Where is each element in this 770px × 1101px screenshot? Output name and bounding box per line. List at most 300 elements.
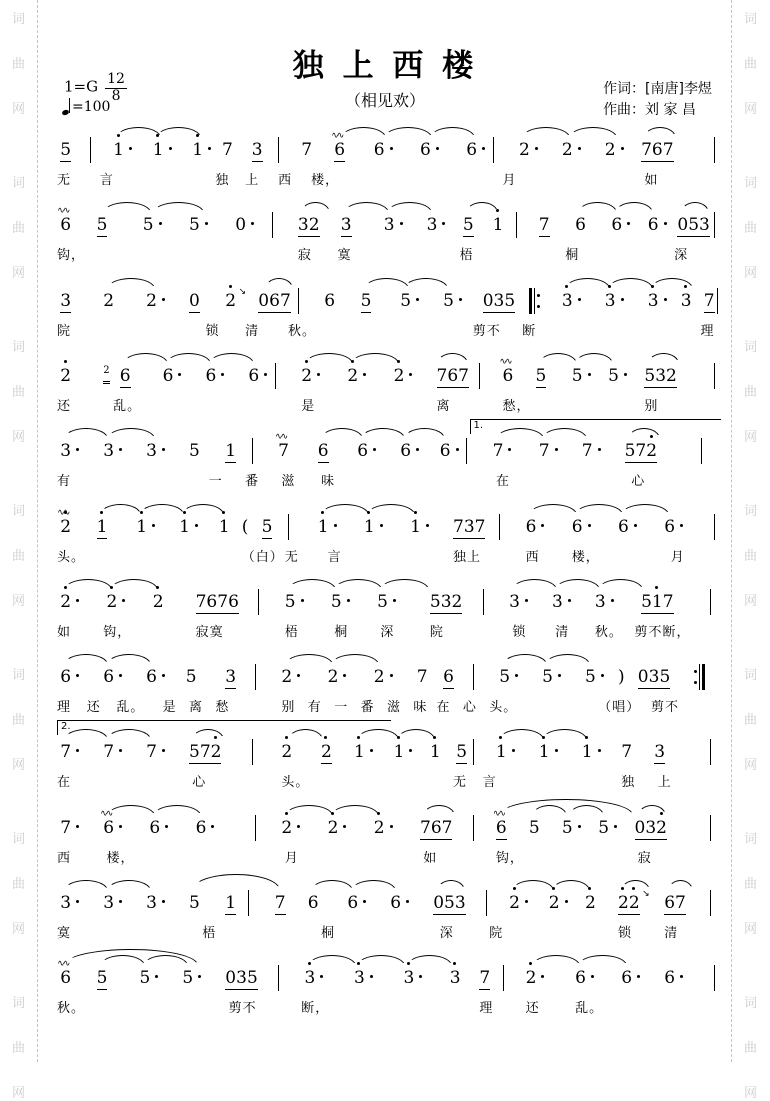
slur-arc: [110, 579, 158, 590]
lyric-syllable: 西: [525, 549, 540, 565]
lyric-syllable: 番: [245, 474, 260, 490]
note-token: 2: [374, 667, 393, 688]
watermark-text: 词: [12, 832, 26, 847]
dotted-note-dot: [119, 674, 122, 677]
watermark-text: 曲: [744, 57, 758, 72]
dotted-note-dot: [541, 975, 544, 978]
lyric-syllable: 无: [284, 549, 299, 565]
slur-arc: [107, 428, 155, 439]
music-system: [57, 421, 717, 496]
lyric-syllable: 在: [436, 700, 451, 716]
slur-arc: [344, 202, 389, 213]
note-token: 1: [364, 517, 383, 538]
note-token: 7: [493, 441, 512, 462]
slur-arc: [100, 504, 142, 515]
barline: [278, 137, 279, 163]
mordent-ornament-icon: ∿∿: [57, 206, 69, 217]
note-token: 2: [562, 140, 581, 161]
note-token: 7: [274, 893, 286, 913]
barline: [499, 514, 500, 540]
note-token: 6: [420, 140, 439, 161]
lyric-syllable: 西: [278, 173, 293, 188]
note-token: 3: [404, 968, 423, 989]
note-token: 5: [542, 667, 561, 688]
lyric-syllable: 头。: [57, 549, 86, 565]
note-token: 2: [60, 592, 79, 613]
watermark-text: 曲: [744, 221, 758, 236]
slur-arc: [542, 729, 587, 740]
lyric-syllable: 还: [525, 1001, 540, 1017]
watermark-text: 网: [744, 594, 758, 609]
note-token: 7: [703, 290, 715, 311]
slur-arc: [107, 805, 155, 816]
barline: [288, 514, 289, 540]
note-token: 1: [225, 893, 237, 913]
barline: [255, 664, 256, 690]
dotted-note-dot: [419, 975, 422, 978]
octave-dot: [222, 511, 225, 514]
lyric-syllable: 秋。: [57, 1001, 86, 1017]
slur-arc: [668, 880, 693, 891]
lyric-syllable: 理: [479, 1001, 494, 1017]
lyric-syllable: 寂: [637, 850, 652, 866]
credits: [603, 79, 712, 121]
note-token: 1: [496, 742, 515, 763]
watermark-text: 网: [12, 102, 26, 117]
lyric-syllable: 是: [162, 700, 177, 716]
lyric-syllable: 味: [413, 700, 428, 716]
note-token: 0: [235, 215, 254, 236]
dotted-note-dot: [680, 975, 683, 978]
octave-dot: [351, 360, 354, 363]
slur-arc: [555, 579, 600, 590]
slur-arc: [288, 579, 336, 590]
note-token: 7676: [195, 591, 239, 612]
note-token: 3: [654, 742, 666, 763]
note-token: 2: [605, 140, 624, 161]
note-token: 1: [582, 742, 601, 763]
note-token: 7: [621, 742, 633, 763]
slur-arc: [529, 504, 577, 515]
watermark-text: 词: [744, 176, 758, 191]
lyric-syllable: 独上: [453, 549, 482, 565]
note-token: 2 ∿∿: [60, 517, 71, 538]
glissando-icon: ↘: [238, 286, 247, 297]
slur-arc: [522, 127, 570, 138]
lyric-syllable: 断，: [301, 1001, 330, 1017]
music-system: [57, 572, 717, 647]
song-subtitle: （相见欢）: [344, 91, 425, 110]
octave-dot: [496, 209, 499, 212]
lyric-syllable: 愁，: [502, 398, 531, 414]
barline: [483, 589, 484, 615]
note-token: 6: [466, 140, 485, 161]
slur-arc: [192, 874, 280, 890]
watermark-text: 曲: [12, 385, 26, 400]
slur-arc: [387, 202, 432, 213]
dotted-note-dot: [578, 298, 581, 301]
note-token: 5: [528, 817, 540, 838]
dotted-note-dot: [565, 900, 568, 903]
octave-dot: [321, 511, 324, 514]
note-token: 572: [625, 441, 657, 463]
dotted-note-dot: [152, 524, 155, 527]
note-token: 5: [400, 291, 419, 312]
dotted-note-dot: [165, 825, 168, 828]
note-token: 5: [96, 968, 108, 989]
lyric-syllable: 清: [555, 624, 570, 640]
music-system: [57, 497, 717, 572]
note-token: 7: [301, 140, 313, 160]
dotted-note-dot: [508, 448, 511, 451]
dotted-note-dot: [211, 825, 214, 828]
note-token: 6: [324, 290, 336, 311]
lyric-syllable: 独: [621, 775, 636, 791]
slur-arc: [334, 579, 382, 590]
lyric-syllable: 头。: [281, 775, 310, 791]
note-token: 3: [605, 291, 624, 312]
music-system: [57, 346, 717, 421]
lyric-syllable: 味: [321, 474, 336, 490]
lyric-syllable: 理: [700, 323, 715, 339]
barline: [714, 965, 715, 991]
slur-arc: [357, 955, 405, 966]
dotted-note-dot: [578, 825, 581, 828]
tempo-marking: [62, 98, 110, 115]
barline: [714, 514, 715, 540]
note-token: 6: [440, 441, 459, 462]
slur-arc: [107, 278, 155, 289]
lyric-syllable: 楼，: [571, 549, 600, 565]
watermark-text: 网: [12, 922, 26, 937]
lyric-syllable: 深: [439, 926, 454, 941]
note-token: 1: [394, 742, 413, 763]
dotted-note-dot: [390, 825, 393, 828]
dotted-note-dot: [588, 373, 591, 376]
watermark-text: 词: [12, 176, 26, 191]
note-token: 5: [462, 215, 474, 236]
dotted-note-dot: [558, 674, 561, 677]
dotted-note-dot: [221, 373, 224, 376]
octave-dot: [331, 812, 334, 815]
dotted-note-dot: [459, 298, 462, 301]
slur-arc: [437, 353, 469, 364]
watermark-text: 网: [744, 266, 758, 281]
note-token: 3: [450, 968, 461, 989]
barline: [516, 212, 517, 238]
slur-arc: [321, 428, 363, 439]
dotted-note-dot: [343, 674, 346, 677]
note-token: 6: [357, 441, 376, 462]
note-token: 67: [664, 893, 686, 913]
octave-dot: [651, 285, 654, 288]
note-token: 6: [103, 667, 122, 688]
watermark-text: 曲: [744, 549, 758, 564]
lyric-syllable: 乱。: [116, 700, 145, 716]
lyric-syllable: 断: [522, 323, 537, 339]
note-token: 6: [621, 968, 640, 989]
dotted-note-dot: [301, 599, 304, 602]
lyric-syllable: 在: [57, 775, 72, 791]
slur-arc: [578, 955, 626, 966]
slur-arc: [361, 428, 406, 439]
dotted-note-dot: [535, 147, 538, 150]
note-token: 532: [429, 591, 463, 612]
lyric-syllable: 深: [380, 624, 395, 640]
dotted-note-dot: [525, 900, 528, 903]
dotted-note-dot: [436, 147, 439, 150]
dotted-note-dot: [162, 674, 165, 677]
slur-arc: [331, 654, 379, 665]
note-token: 2: [281, 818, 300, 839]
slur-arc: [301, 202, 329, 213]
note-token: 5: [143, 215, 162, 236]
note-token: 7: [538, 215, 550, 236]
slur-arc: [380, 579, 428, 590]
barline: [298, 288, 299, 314]
note-token: 3: [562, 291, 581, 312]
watermark-text: 曲: [12, 1041, 26, 1056]
lyric-syllable: 心: [631, 474, 646, 490]
octave-dot: [433, 736, 436, 739]
barline: [248, 890, 249, 916]
note-token: 1: [136, 517, 155, 538]
tempo-value: =100: [72, 99, 111, 115]
note-token: 1: [354, 742, 373, 763]
lyric-syllable: 月: [284, 850, 299, 866]
slur-arc: [64, 428, 109, 439]
note-token: 6: [575, 215, 586, 236]
note-token: 6: [347, 893, 366, 914]
note-token: 1: [192, 140, 211, 161]
slur-arc: [285, 805, 333, 816]
slur-arc: [182, 504, 224, 515]
note-token: 6: [575, 968, 594, 989]
lyric-syllable: 心: [192, 775, 207, 791]
note-token: 1: [97, 517, 108, 539]
dotted-note-dot: [568, 599, 571, 602]
dotted-note-dot: [297, 674, 300, 677]
note-token: 3: [427, 215, 446, 236]
note-token: 3: [103, 893, 122, 914]
glissando-icon: ↘: [642, 889, 650, 899]
note-token: 3: [251, 140, 263, 160]
dotted-note-dot: [621, 147, 624, 150]
watermark-text: 词: [12, 996, 26, 1011]
note-token: 6: [526, 517, 545, 538]
note-token: 6: [664, 517, 683, 538]
note-token: 1: [225, 441, 237, 462]
parenthesis-mark: (: [241, 516, 249, 537]
dotted-note-dot: [76, 749, 79, 752]
lyric-syllable: 番: [360, 700, 375, 716]
note-token: 1: [318, 517, 337, 538]
octave-dot: [183, 511, 186, 514]
note-token: 2: [585, 893, 596, 914]
lyric-syllable: 离: [436, 398, 451, 414]
lyric-syllable: 梧: [459, 248, 474, 264]
note-token: 3: [60, 290, 72, 311]
note-token: 3: [384, 215, 403, 236]
note-token: 0: [189, 290, 200, 311]
note-token: 7: [103, 742, 122, 763]
octave-dot: [655, 586, 658, 589]
barline: [503, 965, 504, 991]
dotted-note-dot: [525, 599, 528, 602]
watermark-text: 网: [744, 922, 758, 937]
note-token: 5: [60, 140, 72, 160]
slur-arc: [681, 202, 709, 213]
slur-arc: [384, 127, 432, 138]
lyric-syllable: 在: [495, 474, 510, 490]
dotted-note-dot: [169, 147, 172, 150]
watermark-text: 网: [12, 594, 26, 609]
lyric-syllable: 还: [57, 398, 72, 414]
note-token: 2: [301, 366, 320, 387]
note-token: 5: [585, 667, 604, 688]
note-token: 3: [146, 893, 165, 914]
slur-arc: [351, 880, 396, 891]
dotted-note-dot: [416, 298, 419, 301]
note-token: 6 ∿∿: [334, 140, 345, 162]
dotted-note-dot: [555, 448, 558, 451]
dotted-note-dot: [208, 147, 211, 150]
slur-arc: [351, 353, 399, 364]
lyric-syllable: 还: [86, 700, 101, 716]
dotted-note-dot: [634, 524, 637, 527]
music-system: [57, 873, 717, 948]
note-token: 2: [519, 140, 538, 161]
right-dashed-border: [731, 0, 732, 1062]
note-token: 2: [321, 742, 332, 764]
watermark-text: 词: [744, 996, 758, 1011]
dotted-note-dot: [155, 975, 158, 978]
slur-arc: [64, 880, 109, 891]
dotted-note-dot: [409, 373, 412, 376]
lyric-syllable: 独: [215, 173, 230, 188]
note-token: 5: [377, 592, 396, 613]
repeat-end-barline: [694, 664, 705, 690]
note-token: 3: [552, 592, 571, 613]
dotted-note-dot: [611, 599, 614, 602]
note-token: 1: [219, 517, 230, 538]
octave-dot: [650, 435, 653, 438]
note-token: 2: [103, 290, 115, 311]
dotted-note-dot: [541, 524, 544, 527]
meter-numerator: 12: [107, 71, 125, 87]
note-token: 5: [456, 742, 468, 763]
note-token: 6: [390, 893, 409, 914]
slur-arc: [512, 579, 557, 590]
note-token: 6 ∿∿: [103, 818, 122, 839]
note-token: 2: [328, 667, 347, 688]
note-token: 6 ∿∿: [60, 968, 71, 989]
note-token: 3: [60, 441, 79, 462]
note-token: 6: [248, 366, 267, 387]
barline: [255, 815, 256, 841]
slur-arc: [397, 729, 435, 740]
octave-dot: [397, 360, 400, 363]
dotted-note-dot: [370, 749, 373, 752]
lyric-syllable: 钩，: [103, 624, 132, 640]
left-dashed-border: [37, 0, 38, 1062]
barline: [278, 965, 279, 991]
lyric-syllable: 梧: [202, 926, 217, 941]
octave-dot: [660, 812, 663, 815]
slur-arc: [648, 353, 680, 364]
note-token: 6: [611, 215, 630, 236]
lyric-syllable: 如: [644, 173, 659, 188]
note-token: 6: [196, 818, 215, 839]
note-token: 5: [261, 516, 273, 537]
dotted-note-dot: [515, 674, 518, 677]
composer-credit: 作曲：刘 家 昌: [603, 102, 696, 118]
note-token: 6: [317, 441, 329, 462]
lyric-syllable: 清: [664, 926, 679, 941]
lyric-syllable: 月: [502, 173, 517, 188]
music-system: [57, 948, 717, 1023]
dotted-note-dot: [598, 448, 601, 451]
slur-arc: [466, 202, 498, 213]
dotted-note-dot: [400, 222, 403, 225]
slur-arc: [545, 654, 590, 665]
note-token: 1: [153, 140, 172, 161]
note-token: 6: [400, 441, 419, 462]
slur-arc: [341, 127, 386, 138]
lyric-syllable: 院: [57, 323, 72, 339]
note-token: 7: [60, 742, 79, 763]
note-token: 32: [297, 215, 320, 236]
slur-arc: [404, 428, 446, 439]
watermark-text: 曲: [744, 385, 758, 400]
octave-dot: [367, 511, 370, 514]
watermark-text: 词: [744, 12, 758, 27]
song-title: 独 上 西 楼: [292, 48, 478, 84]
slur-arc: [364, 278, 409, 289]
lyric-syllable: 寂: [297, 248, 312, 264]
octave-dot: [513, 887, 516, 890]
slur-arc: [621, 504, 669, 515]
barline: [486, 890, 487, 916]
dotted-note-dot: [162, 448, 165, 451]
octave-dot: [117, 134, 120, 137]
note-token: 2: [60, 366, 71, 387]
note-token: 2: [328, 818, 347, 839]
lyricist-credit: 作词：[南唐]李煜: [603, 81, 712, 97]
lyric-syllable: 言: [327, 549, 342, 565]
watermark-text: 曲: [12, 877, 26, 892]
barline: [252, 438, 253, 464]
watermark-text: 曲: [12, 713, 26, 728]
lyric-syllable: 滋: [387, 700, 402, 716]
watermark-text: 网: [744, 430, 758, 445]
note-token: 1: [430, 742, 441, 763]
slur-arc: [305, 353, 353, 364]
note-token: 5: [535, 365, 547, 386]
note-token: 51 7: [641, 592, 673, 614]
octave-dot: [285, 812, 288, 815]
note-token: 6: [618, 517, 637, 538]
note-token: 6: [374, 140, 393, 161]
note-token: 2: [549, 893, 568, 914]
dotted-note-dot: [370, 975, 373, 978]
dotted-note-dot: [588, 524, 591, 527]
dotted-note-dot: [456, 448, 459, 451]
lyric-syllable: 桐: [321, 926, 336, 941]
lyric-syllable: 深: [674, 248, 689, 264]
lyric-syllable: 乱。: [575, 1001, 604, 1017]
note-token: 737: [453, 516, 486, 537]
